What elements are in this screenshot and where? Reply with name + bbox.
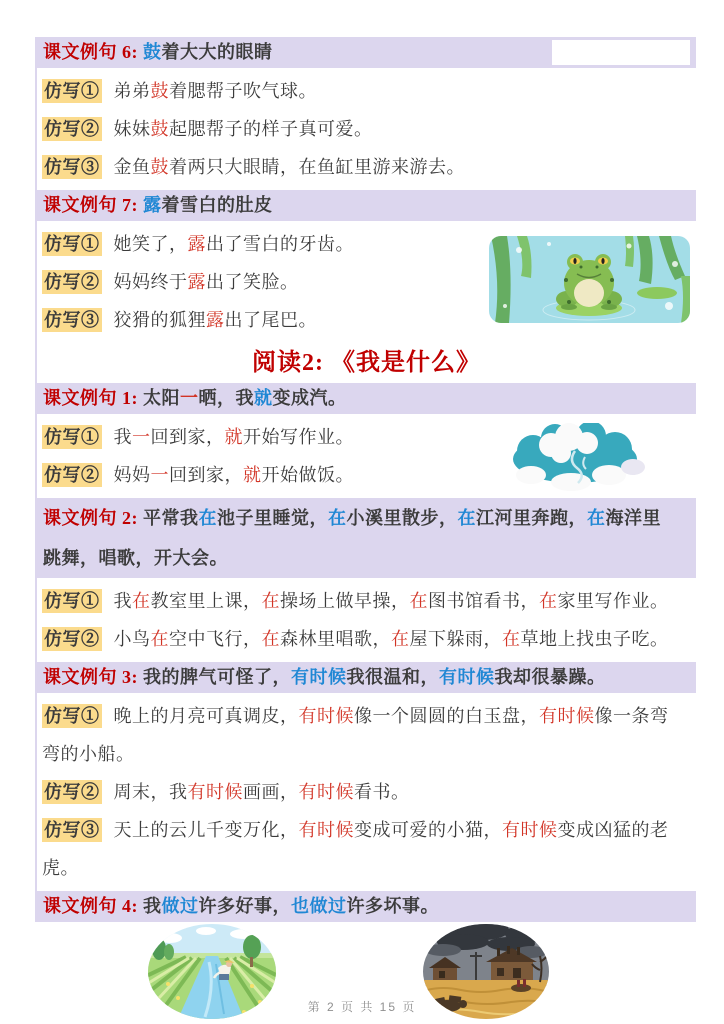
text-segment: 操场上做早操， xyxy=(280,591,410,611)
text-segment: 在 xyxy=(328,508,347,528)
text-segment: 妈妈 xyxy=(113,465,151,485)
whited-out-box xyxy=(552,40,690,65)
text-segment: 有时候 xyxy=(291,667,347,687)
text-segment: 出了尾巴。 xyxy=(224,310,317,330)
text-segment: 露 xyxy=(143,195,162,215)
text-segment: 课文例句 3: xyxy=(43,667,143,687)
text-segment: 许多好事， xyxy=(198,896,291,916)
text-segment: 在 xyxy=(391,629,410,649)
text-segment: 晚上的月亮可真调皮， xyxy=(113,706,299,726)
text-segment: 教室里上课， xyxy=(150,591,262,611)
text-segment: 海洋里 xyxy=(605,508,661,528)
text-segment: 妈妈终于 xyxy=(113,272,188,292)
text-segment: 有时候 xyxy=(502,820,558,840)
imitation-row xyxy=(42,110,696,148)
text-segment: 森林里唱歌， xyxy=(280,629,391,649)
text-segment: 在 xyxy=(198,508,217,528)
text-segment: 虎。 xyxy=(42,858,79,878)
text-segment: 池子里睡觉， xyxy=(217,508,328,528)
text-segment: 鼓 xyxy=(150,81,169,101)
text-segment: 课文例句 6: xyxy=(43,42,143,62)
text-segment: 有时候 xyxy=(298,782,354,802)
text-segment: 在 xyxy=(261,629,280,649)
text-segment: 金鱼 xyxy=(113,157,151,177)
text-segment: 做过 xyxy=(161,896,199,916)
text-segment: 回到家， xyxy=(169,465,243,485)
text-segment: 许多坏事。 xyxy=(346,896,439,916)
imitation-group-6 xyxy=(37,68,696,190)
imitation-row xyxy=(42,72,696,110)
text-segment: 鼓 xyxy=(150,157,169,177)
text-segment: 露 xyxy=(206,310,225,330)
imitation-label: 仿写② xyxy=(44,782,100,802)
imitation-label: 仿写① xyxy=(44,427,100,447)
text-segment: 在 xyxy=(457,508,476,528)
frog-pond-image xyxy=(489,236,690,323)
imitation-row xyxy=(42,811,696,887)
text-segment: 有时候 xyxy=(439,667,495,687)
text-segment: 露 xyxy=(187,234,206,254)
text-segment: 在 xyxy=(261,591,280,611)
text-segment: 妹妹 xyxy=(113,119,151,139)
text-segment: 江河里奔跑， xyxy=(476,508,587,528)
text-segment: 一 xyxy=(132,427,151,447)
text-segment: 着大大的眼睛 xyxy=(161,42,273,62)
text-segment: 就 xyxy=(254,388,273,408)
imitation-label: 仿写① xyxy=(44,234,100,254)
text-segment: 出了雪白的牙齿。 xyxy=(206,234,354,254)
example-sentence-6-bar xyxy=(37,37,696,68)
example-sentence-3-bar xyxy=(37,662,696,693)
text-segment: 就 xyxy=(224,427,243,447)
text-segment: 天上的云儿千变万化， xyxy=(113,820,299,840)
text-segment: 像一条弯 xyxy=(594,706,669,726)
text-segment: 变成汽。 xyxy=(272,388,347,408)
text-segment: 晒，我 xyxy=(198,388,254,408)
text-segment: 有时候 xyxy=(298,706,354,726)
text-segment: 弯的小船。 xyxy=(42,744,135,764)
text-segment: 课文例句 1: xyxy=(43,388,143,408)
imitation-row xyxy=(42,773,696,811)
text-segment: 我却很暴躁。 xyxy=(494,667,606,687)
imitation-group-2 xyxy=(37,578,696,662)
imitation-label: 仿写③ xyxy=(44,157,100,177)
text-segment: 露 xyxy=(187,272,206,292)
text-segment: 开始写作业。 xyxy=(243,427,354,447)
example-sentence-4-bar xyxy=(37,891,696,922)
page-number-footer: 第 2 页 共 15 页 xyxy=(307,1000,417,1014)
text-segment: 也做过 xyxy=(291,896,347,916)
text-segment: 平常我 xyxy=(143,508,199,528)
text-segment: 在 xyxy=(150,629,169,649)
text-segment: 课文例句 2: xyxy=(43,508,143,528)
imitation-label: 仿写② xyxy=(44,465,100,485)
text-segment: 屋下躲雨， xyxy=(409,629,502,649)
text-segment: 着腮帮子吹气球。 xyxy=(169,81,317,101)
text-segment: 空中飞行， xyxy=(169,629,262,649)
text-segment: 在 xyxy=(587,508,606,528)
text-segment: 在 xyxy=(132,591,151,611)
text-segment: 有时候 xyxy=(187,782,243,802)
text-segment: 我 xyxy=(113,427,132,447)
text-segment: 课文例句 4: xyxy=(43,896,143,916)
text-segment: 看书。 xyxy=(354,782,410,802)
text-segment: 画画， xyxy=(243,782,299,802)
text-segment: 有时候 xyxy=(298,820,354,840)
text-segment: 着两只大眼睛，在鱼缸里游来游去。 xyxy=(169,157,465,177)
steam-cloud-image xyxy=(503,423,647,493)
text-segment: 就 xyxy=(243,465,262,485)
imitation-label: 仿写① xyxy=(44,706,100,726)
text-segment: 小溪里散步， xyxy=(346,508,458,528)
imitation-label: 仿写③ xyxy=(44,820,100,840)
frog-illustration xyxy=(489,236,690,323)
imitation-label: 仿写① xyxy=(44,81,100,101)
imitation-row xyxy=(42,620,696,658)
text-segment: 着雪白的肚皮 xyxy=(161,195,273,215)
imitation-row xyxy=(42,148,696,186)
example-sentence-1-bar xyxy=(37,383,696,414)
text-segment: 我很温和， xyxy=(346,667,439,687)
imitation-label: 仿写② xyxy=(44,272,100,292)
text-segment: 我的脾气可怪了， xyxy=(143,667,291,687)
text-segment: 鼓 xyxy=(150,119,169,139)
imitation-label: 仿写③ xyxy=(44,310,100,330)
text-segment: 我 xyxy=(143,896,162,916)
reading-section-title: 阅读2: 《我是什么》 xyxy=(252,350,481,376)
example-sentence-2-bar xyxy=(37,498,696,578)
text-segment: 回到家， xyxy=(150,427,225,447)
imitation-label: 仿写② xyxy=(44,119,100,139)
text-segment: 草地上找虫子吃。 xyxy=(520,629,669,649)
cloud-illustration xyxy=(503,423,647,493)
text-segment: 一 xyxy=(180,388,199,408)
text-segment: 变成凶猛的老 xyxy=(557,820,669,840)
text-segment: 小鸟 xyxy=(113,629,151,649)
imitation-row xyxy=(42,697,696,773)
text-segment: 周末，我 xyxy=(113,782,188,802)
text-segment: 鼓 xyxy=(143,42,162,62)
example-sentence-7-bar xyxy=(37,190,696,221)
text-segment: 在 xyxy=(539,591,558,611)
text-segment: 在 xyxy=(409,591,428,611)
text-segment: 家里写作业。 xyxy=(557,591,669,611)
text-segment: 她笑了， xyxy=(113,234,188,254)
text-segment: 有时候 xyxy=(539,706,595,726)
text-segment: 跳舞，唱歌，开大会。 xyxy=(43,548,228,568)
text-segment: 变成可爱的小猫， xyxy=(354,820,502,840)
imitation-row xyxy=(42,582,696,620)
text-segment: 开始做饭。 xyxy=(261,465,354,485)
text-segment: 在 xyxy=(502,629,521,649)
text-segment: 像一个圆圆的白玉盘， xyxy=(354,706,539,726)
text-segment: 出了笑脸。 xyxy=(206,272,299,292)
text-segment: 太阳 xyxy=(143,388,180,408)
imitation-group-3 xyxy=(37,693,696,891)
imitation-label: 仿写② xyxy=(44,629,100,649)
text-segment: 起腮帮子的样子真可爱。 xyxy=(169,119,373,139)
text-segment: 狡猾的狐狸 xyxy=(113,310,206,330)
text-segment: 课文例句 7: xyxy=(43,195,143,215)
text-segment: 一 xyxy=(150,465,169,485)
text-segment: 图书馆看书， xyxy=(428,591,539,611)
text-segment: 弟弟 xyxy=(113,81,151,101)
text-segment: 我 xyxy=(113,591,132,611)
imitation-label: 仿写① xyxy=(44,591,100,611)
